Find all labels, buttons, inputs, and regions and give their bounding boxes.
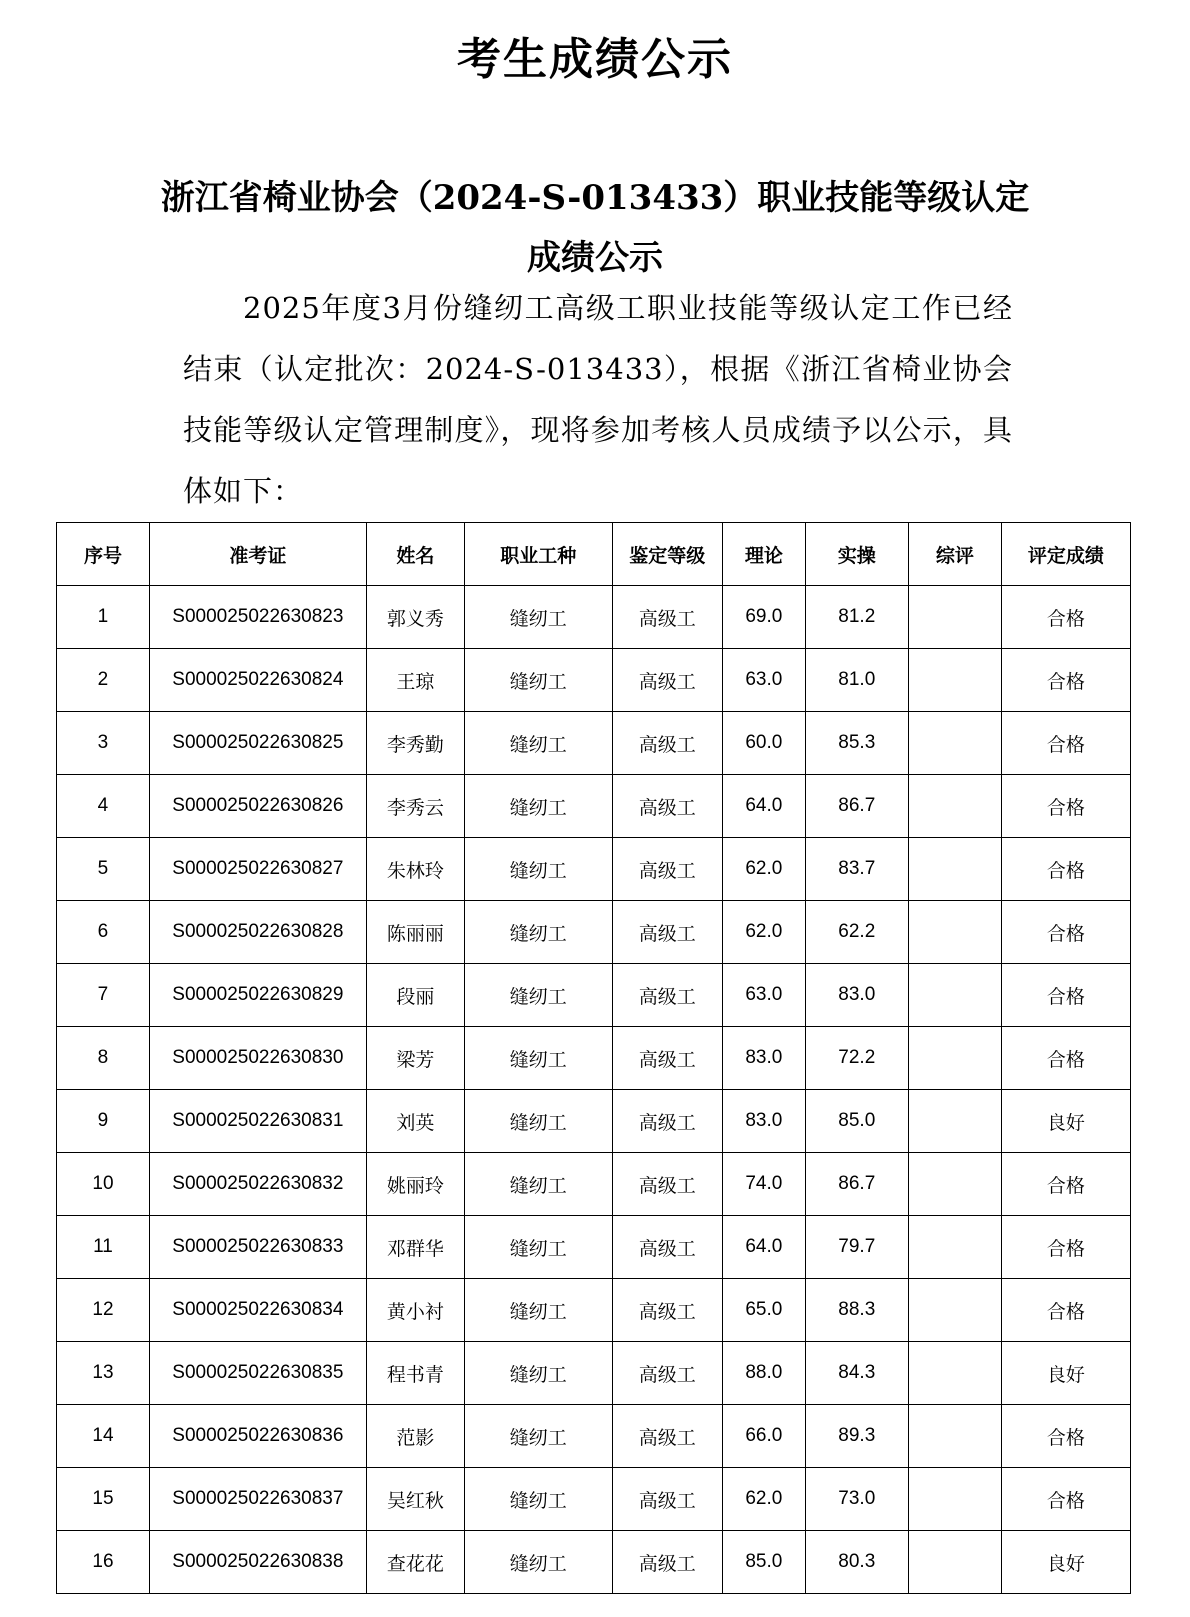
cell-result: 良好 xyxy=(1001,1090,1130,1153)
cell-ticket: S000025022630834 xyxy=(149,1279,366,1342)
cell-theory: 74.0 xyxy=(723,1153,806,1216)
page-title: 考生成绩公示 xyxy=(457,34,733,85)
cell-seq: 14 xyxy=(57,1405,150,1468)
table-row xyxy=(57,586,1131,649)
cell-seq: 6 xyxy=(57,901,150,964)
cell-ticket: S000025022630833 xyxy=(149,1216,366,1279)
cell-overall xyxy=(908,1027,1001,1090)
cell-name: 程书青 xyxy=(366,1342,464,1405)
cell-name: 查花花 xyxy=(366,1531,464,1594)
cell-result: 合格 xyxy=(1001,775,1130,838)
table-header-row xyxy=(57,523,1131,586)
cell-name: 王琼 xyxy=(366,649,464,712)
cell-result: 合格 xyxy=(1001,1027,1130,1090)
table-row xyxy=(57,1216,1131,1279)
cell-ticket: S000025022630827 xyxy=(149,838,366,901)
header-theory: 理论 xyxy=(723,523,806,586)
cell-ticket: S000025022630835 xyxy=(149,1342,366,1405)
cell-result: 良好 xyxy=(1001,1342,1130,1405)
cell-practice: 73.0 xyxy=(805,1468,908,1531)
table-row xyxy=(57,838,1131,901)
cell-occupation: 缝纫工 xyxy=(464,1279,612,1342)
cell-practice: 85.0 xyxy=(805,1090,908,1153)
cell-practice: 62.2 xyxy=(805,901,908,964)
table-row xyxy=(57,1342,1131,1405)
cell-theory: 62.0 xyxy=(723,901,806,964)
cell-level: 高级工 xyxy=(612,1531,722,1594)
cell-result: 合格 xyxy=(1001,586,1130,649)
cell-ticket: S000025022630826 xyxy=(149,775,366,838)
cell-practice: 88.3 xyxy=(805,1279,908,1342)
cell-practice: 72.2 xyxy=(805,1027,908,1090)
cell-practice: 86.7 xyxy=(805,775,908,838)
cell-name: 邓群华 xyxy=(366,1216,464,1279)
cell-level: 高级工 xyxy=(612,838,722,901)
cell-overall xyxy=(908,775,1001,838)
cell-level: 高级工 xyxy=(612,1468,722,1531)
cell-ticket: S000025022630830 xyxy=(149,1027,366,1090)
cell-result: 合格 xyxy=(1001,1153,1130,1216)
cell-occupation: 缝纫工 xyxy=(464,838,612,901)
cell-name: 朱林玲 xyxy=(366,838,464,901)
cell-practice: 85.3 xyxy=(805,712,908,775)
cell-seq: 10 xyxy=(57,1153,150,1216)
cell-overall xyxy=(908,901,1001,964)
table-row xyxy=(57,1027,1131,1090)
cell-name: 梁芳 xyxy=(366,1027,464,1090)
cell-name: 李秀云 xyxy=(366,775,464,838)
cell-ticket: S000025022630823 xyxy=(149,586,366,649)
cell-theory: 69.0 xyxy=(723,586,806,649)
cell-theory: 64.0 xyxy=(723,775,806,838)
cell-result: 合格 xyxy=(1001,712,1130,775)
cell-theory: 63.0 xyxy=(723,964,806,1027)
cell-name: 李秀勤 xyxy=(366,712,464,775)
cell-seq: 8 xyxy=(57,1027,150,1090)
cell-overall xyxy=(908,1216,1001,1279)
header-name: 姓名 xyxy=(366,523,464,586)
cell-practice: 81.0 xyxy=(805,649,908,712)
cell-overall xyxy=(908,1090,1001,1153)
table-row xyxy=(57,1090,1131,1153)
cell-seq: 2 xyxy=(57,649,150,712)
cell-overall xyxy=(908,1405,1001,1468)
cell-level: 高级工 xyxy=(612,1279,722,1342)
cell-occupation: 缝纫工 xyxy=(464,586,612,649)
cell-level: 高级工 xyxy=(612,1405,722,1468)
cell-result: 合格 xyxy=(1001,838,1130,901)
cell-overall xyxy=(908,964,1001,1027)
cell-name: 郭义秀 xyxy=(366,586,464,649)
cell-theory: 83.0 xyxy=(723,1090,806,1153)
table-row xyxy=(57,712,1131,775)
table-row xyxy=(57,964,1131,1027)
cell-theory: 62.0 xyxy=(723,1468,806,1531)
cell-result: 合格 xyxy=(1001,1279,1130,1342)
cell-ticket: S000025022630824 xyxy=(149,649,366,712)
cell-theory: 65.0 xyxy=(723,1279,806,1342)
cell-seq: 7 xyxy=(57,964,150,1027)
header-result: 评定成绩 xyxy=(1001,523,1130,586)
cell-level: 高级工 xyxy=(612,1216,722,1279)
header-ticket: 准考证 xyxy=(149,523,366,586)
cell-seq: 11 xyxy=(57,1216,150,1279)
cell-seq: 4 xyxy=(57,775,150,838)
cell-ticket: S000025022630828 xyxy=(149,901,366,964)
header-occupation: 职业工种 xyxy=(464,523,612,586)
cell-occupation: 缝纫工 xyxy=(464,964,612,1027)
cell-practice: 79.7 xyxy=(805,1216,908,1279)
cell-overall xyxy=(908,649,1001,712)
cell-occupation: 缝纫工 xyxy=(464,712,612,775)
cell-ticket: S000025022630825 xyxy=(149,712,366,775)
cell-theory: 60.0 xyxy=(723,712,806,775)
cell-name: 范影 xyxy=(366,1405,464,1468)
cell-name: 陈丽丽 xyxy=(366,901,464,964)
cell-theory: 83.0 xyxy=(723,1027,806,1090)
cell-occupation: 缝纫工 xyxy=(464,1531,612,1594)
table-row xyxy=(57,1468,1131,1531)
cell-overall xyxy=(908,1153,1001,1216)
cell-result: 合格 xyxy=(1001,649,1130,712)
cell-level: 高级工 xyxy=(612,649,722,712)
cell-overall xyxy=(908,712,1001,775)
cell-name: 姚丽玲 xyxy=(366,1153,464,1216)
cell-level: 高级工 xyxy=(612,712,722,775)
cell-level: 高级工 xyxy=(612,1153,722,1216)
document-title: 浙江省椅业协会（2024-S-013433）职业技能等级认定成绩公示 xyxy=(160,178,1030,278)
cell-ticket: S000025022630838 xyxy=(149,1531,366,1594)
cell-overall xyxy=(908,1342,1001,1405)
cell-level: 高级工 xyxy=(612,1090,722,1153)
cell-ticket: S000025022630829 xyxy=(149,964,366,1027)
table-row xyxy=(57,775,1131,838)
cell-result: 良好 xyxy=(1001,1531,1130,1594)
cell-name: 吴红秋 xyxy=(366,1468,464,1531)
cell-seq: 13 xyxy=(57,1342,150,1405)
table-row xyxy=(57,1531,1131,1594)
cell-theory: 64.0 xyxy=(723,1216,806,1279)
cell-level: 高级工 xyxy=(612,901,722,964)
cell-occupation: 缝纫工 xyxy=(464,1342,612,1405)
cell-overall xyxy=(908,1531,1001,1594)
cell-name: 段丽 xyxy=(366,964,464,1027)
table-row xyxy=(57,1279,1131,1342)
cell-overall xyxy=(908,1468,1001,1531)
cell-ticket: S000025022630837 xyxy=(149,1468,366,1531)
cell-occupation: 缝纫工 xyxy=(464,1090,612,1153)
cell-practice: 84.3 xyxy=(805,1342,908,1405)
intro-paragraph: 2025年度3月份缝纫工高级工职业技能等级认定工作已经结束（认定批次：2024-S-013433），根据《浙江省椅业协会技能等级认定管理制度》，现将参加考核人员成绩予以公示，具体如下： xyxy=(183,291,1013,508)
cell-ticket: S000025022630832 xyxy=(149,1153,366,1216)
cell-occupation: 缝纫工 xyxy=(464,1153,612,1216)
cell-theory: 88.0 xyxy=(723,1342,806,1405)
cell-occupation: 缝纫工 xyxy=(464,649,612,712)
cell-result: 合格 xyxy=(1001,1216,1130,1279)
cell-seq: 16 xyxy=(57,1531,150,1594)
table-row xyxy=(57,649,1131,712)
cell-occupation: 缝纫工 xyxy=(464,1027,612,1090)
cell-result: 合格 xyxy=(1001,1405,1130,1468)
header-overall: 综评 xyxy=(908,523,1001,586)
cell-ticket: S000025022630836 xyxy=(149,1405,366,1468)
cell-name: 黄小衬 xyxy=(366,1279,464,1342)
cell-result: 合格 xyxy=(1001,964,1130,1027)
header-level: 鉴定等级 xyxy=(612,523,722,586)
cell-result: 合格 xyxy=(1001,1468,1130,1531)
cell-practice: 86.7 xyxy=(805,1153,908,1216)
cell-overall xyxy=(908,1279,1001,1342)
cell-result: 合格 xyxy=(1001,901,1130,964)
table-row xyxy=(57,901,1131,964)
cell-practice: 81.2 xyxy=(805,586,908,649)
cell-occupation: 缝纫工 xyxy=(464,1405,612,1468)
cell-overall xyxy=(908,586,1001,649)
table-row xyxy=(57,1405,1131,1468)
cell-occupation: 缝纫工 xyxy=(464,1468,612,1531)
cell-occupation: 缝纫工 xyxy=(464,775,612,838)
cell-theory: 62.0 xyxy=(723,838,806,901)
cell-level: 高级工 xyxy=(612,775,722,838)
header-practice: 实操 xyxy=(805,523,908,586)
cell-seq: 15 xyxy=(57,1468,150,1531)
header-seq: 序号 xyxy=(57,523,150,586)
cell-theory: 66.0 xyxy=(723,1405,806,1468)
cell-theory: 63.0 xyxy=(723,649,806,712)
cell-level: 高级工 xyxy=(612,964,722,1027)
cell-seq: 1 xyxy=(57,586,150,649)
cell-seq: 3 xyxy=(57,712,150,775)
cell-seq: 9 xyxy=(57,1090,150,1153)
cell-practice: 83.0 xyxy=(805,964,908,1027)
cell-occupation: 缝纫工 xyxy=(464,901,612,964)
cell-overall xyxy=(908,838,1001,901)
cell-theory: 85.0 xyxy=(723,1531,806,1594)
cell-level: 高级工 xyxy=(612,1027,722,1090)
cell-practice: 80.3 xyxy=(805,1531,908,1594)
cell-ticket: S000025022630831 xyxy=(149,1090,366,1153)
score-table xyxy=(56,522,1131,1594)
cell-name: 刘英 xyxy=(366,1090,464,1153)
cell-level: 高级工 xyxy=(612,586,722,649)
cell-level: 高级工 xyxy=(612,1342,722,1405)
cell-seq: 5 xyxy=(57,838,150,901)
cell-occupation: 缝纫工 xyxy=(464,1216,612,1279)
table-row xyxy=(57,1153,1131,1216)
cell-practice: 83.7 xyxy=(805,838,908,901)
cell-seq: 12 xyxy=(57,1279,150,1342)
cell-practice: 89.3 xyxy=(805,1405,908,1468)
